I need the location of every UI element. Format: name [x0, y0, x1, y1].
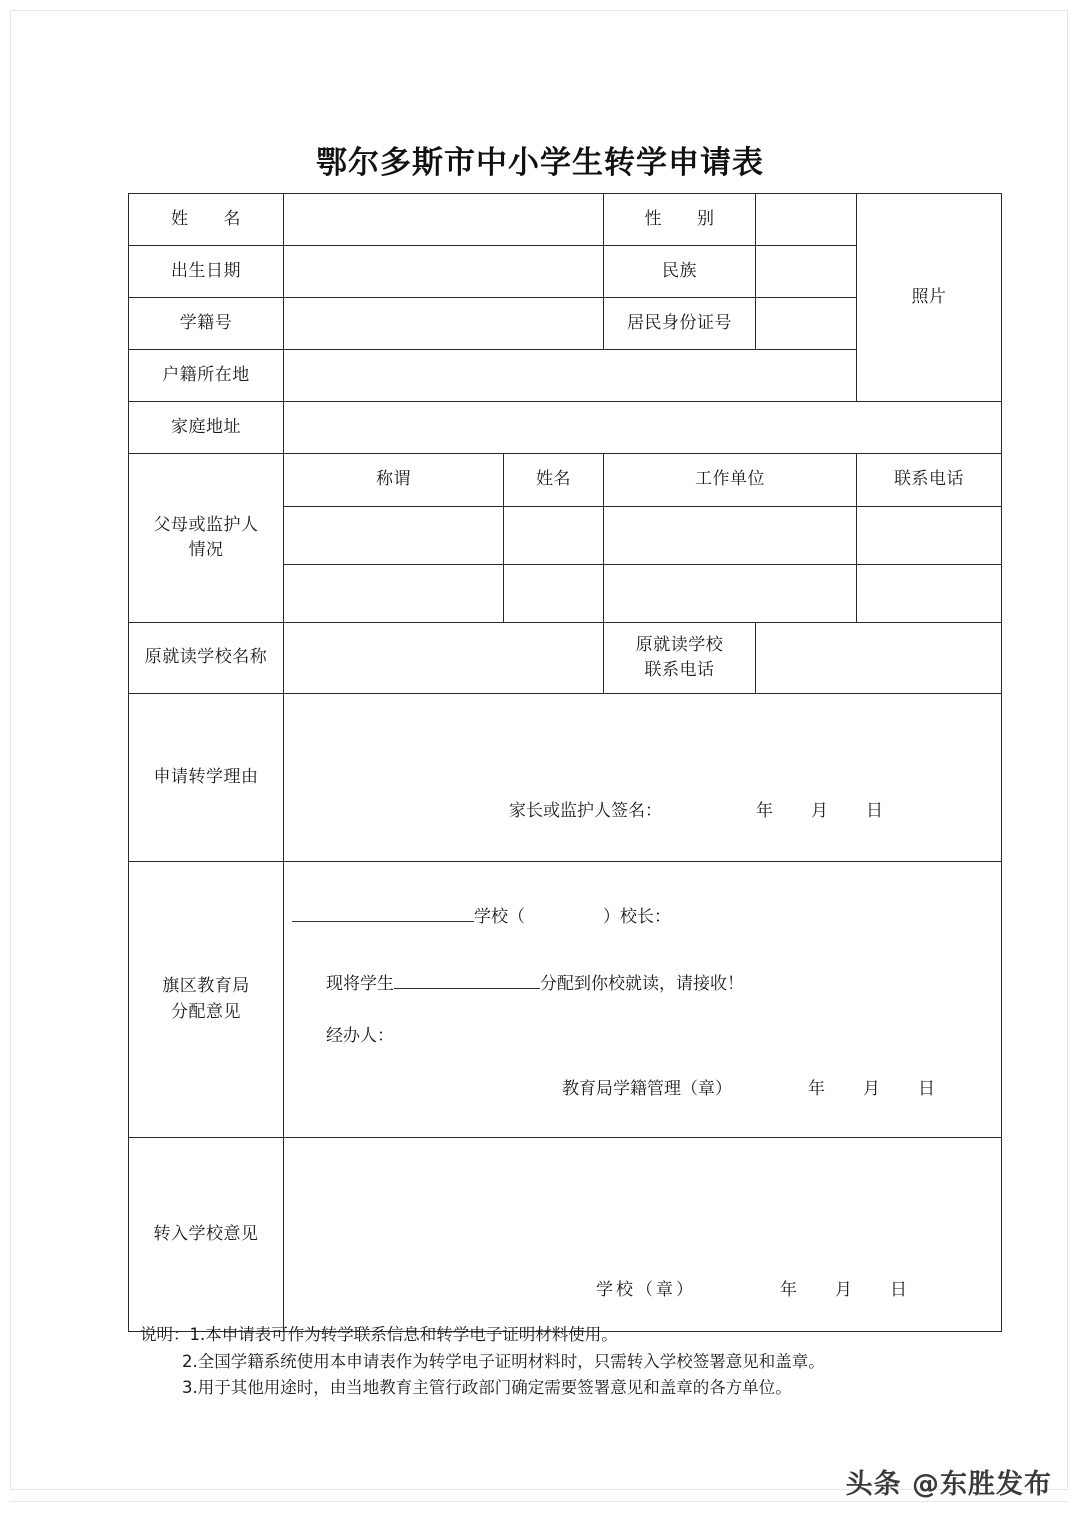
reason-month-label: 月: [811, 801, 828, 821]
transfer-in-stamp-line: [596, 1278, 907, 1304]
field-home-address-value[interactable]: [284, 402, 1002, 454]
field-guardian1-relation[interactable]: [284, 507, 504, 565]
field-guardian1-workplace[interactable]: [604, 507, 857, 565]
field-bureau-opinion[interactable]: [284, 862, 1002, 1138]
bureau-assign-prefix: 现将学生: [326, 974, 394, 994]
label-previous-school-phone: [604, 623, 756, 694]
page-title: 鄂尔多斯市中小学生转学申请表: [316, 145, 764, 181]
transfer-application-table: [128, 193, 1002, 1332]
field-previous-school-phone[interactable]: [756, 623, 1002, 694]
label-id-card: 居民身份证号: [604, 298, 756, 350]
watermark-logo: 头条 @东胜发布: [845, 1469, 1052, 1500]
transfer-in-day-label: 日: [890, 1280, 907, 1300]
footer-divider: [10, 1501, 1068, 1502]
field-guardian1-phone[interactable]: [857, 507, 1002, 565]
label-ethnicity: 民族: [604, 246, 756, 298]
bureau-day-label: 日: [918, 1079, 935, 1099]
field-id-card-value[interactable]: [756, 298, 857, 350]
parent-signature-line: [509, 799, 883, 825]
table-row-transfer-in-opinion: [129, 1138, 1002, 1332]
field-name-value[interactable]: [284, 194, 604, 246]
label-guardian-line2: 情况: [188, 540, 224, 560]
table-row-reason: [129, 694, 1002, 862]
table-row-guardian-header: [129, 454, 1002, 507]
table-row-bureau-opinion: [129, 862, 1002, 1138]
bureau-principal-text: ）校长：: [603, 907, 671, 927]
field-student-id-value[interactable]: [284, 298, 604, 350]
label-birthdate: 出生日期: [129, 246, 284, 298]
table-row-home-address: [129, 402, 1002, 454]
bureau-year-label: 年: [808, 1079, 825, 1099]
bureau-handler-label: 经办人：: [326, 1026, 394, 1046]
header-guardian-phone: 联系电话: [857, 454, 1002, 507]
table-row-name: [129, 194, 1002, 246]
transfer-in-year-label: 年: [780, 1280, 797, 1300]
field-transfer-reason[interactable]: [284, 694, 1002, 862]
field-guardian2-relation[interactable]: [284, 565, 504, 623]
label-household: 户籍所在地: [129, 350, 284, 402]
header-guardian-name: 姓名: [504, 454, 604, 507]
field-transfer-in-opinion[interactable]: [284, 1138, 1002, 1332]
note-line-1: [140, 1322, 1000, 1349]
table-row-previous-school: [129, 623, 1002, 694]
label-guardian-line1: 父母或监护人: [153, 514, 259, 535]
label-transfer-in-opinion: 转入学校意见: [129, 1138, 284, 1332]
label-previous-school-phone-line2: 联系电话: [644, 660, 715, 680]
field-birthdate-value[interactable]: [284, 246, 604, 298]
bureau-stamp-label: 教育局学籍管理（章）: [562, 1079, 732, 1099]
label-previous-school-phone-line1: 原就读学校: [635, 634, 724, 655]
label-name: 姓 名: [129, 194, 284, 246]
label-bureau-line1: 旗区教育局: [162, 976, 250, 996]
label-previous-school-name: 原就读学校名称: [129, 623, 284, 694]
transfer-in-month-label: 月: [835, 1280, 852, 1300]
label-gender: 性 别: [604, 194, 756, 246]
bureau-school-text: 学校（: [474, 907, 525, 927]
photo-box: 照片: [857, 194, 1002, 402]
bureau-school-blank[interactable]: [292, 921, 474, 922]
note-line-2: [140, 1349, 1000, 1376]
field-household-value[interactable]: [284, 350, 857, 402]
bureau-month-label: 月: [863, 1079, 880, 1099]
field-guardian2-name[interactable]: [504, 565, 604, 623]
parent-signature-label: 家长或监护人签名：: [509, 801, 662, 821]
label-bureau-line2: 分配意见: [171, 1001, 241, 1022]
bureau-stamp-line: [562, 1077, 935, 1103]
label-guardian-section: [129, 454, 284, 623]
label-transfer-reason: 申请转学理由: [129, 694, 284, 862]
notes-section: [140, 1322, 1000, 1402]
field-guardian2-phone[interactable]: [857, 565, 1002, 623]
bureau-assign-suffix: 分配到你校就读，请接收！: [540, 974, 744, 994]
field-gender-value[interactable]: [756, 194, 857, 246]
field-guardian1-name[interactable]: [504, 507, 604, 565]
reason-day-label: 日: [866, 801, 883, 821]
field-previous-school-name[interactable]: [284, 623, 604, 694]
header-guardian-workplace: 工作单位: [604, 454, 857, 507]
label-student-id: 学籍号: [129, 298, 284, 350]
header-guardian-relation: 称谓: [284, 454, 504, 507]
note-line-3: [140, 1375, 1000, 1402]
label-home-address: 家庭地址: [129, 402, 284, 454]
field-ethnicity-value[interactable]: [756, 246, 857, 298]
notes-prefix: 说明：: [140, 1325, 190, 1344]
note-item-1: 1.本申请表可作为转学联系信息和转学电子证明材料使用。: [189, 1325, 618, 1344]
note-item-3: 3.用于其他用途时，由当地教育主管行政部门确定需要签署意见和盖章的各方单位。: [182, 1378, 792, 1398]
label-bureau-opinion: [129, 862, 284, 1138]
bureau-principal-line: [292, 905, 671, 931]
transfer-in-stamp-label: 学校（章）: [596, 1280, 696, 1300]
bureau-assign-line: [326, 972, 744, 998]
reason-year-label: 年: [756, 801, 773, 821]
note-item-2: 2.全国学籍系统使用本申请表作为转学电子证明材料时，只需转入学校签署意见和盖章。: [182, 1351, 825, 1371]
bureau-student-blank[interactable]: [394, 988, 540, 989]
field-guardian2-workplace[interactable]: [604, 565, 857, 623]
